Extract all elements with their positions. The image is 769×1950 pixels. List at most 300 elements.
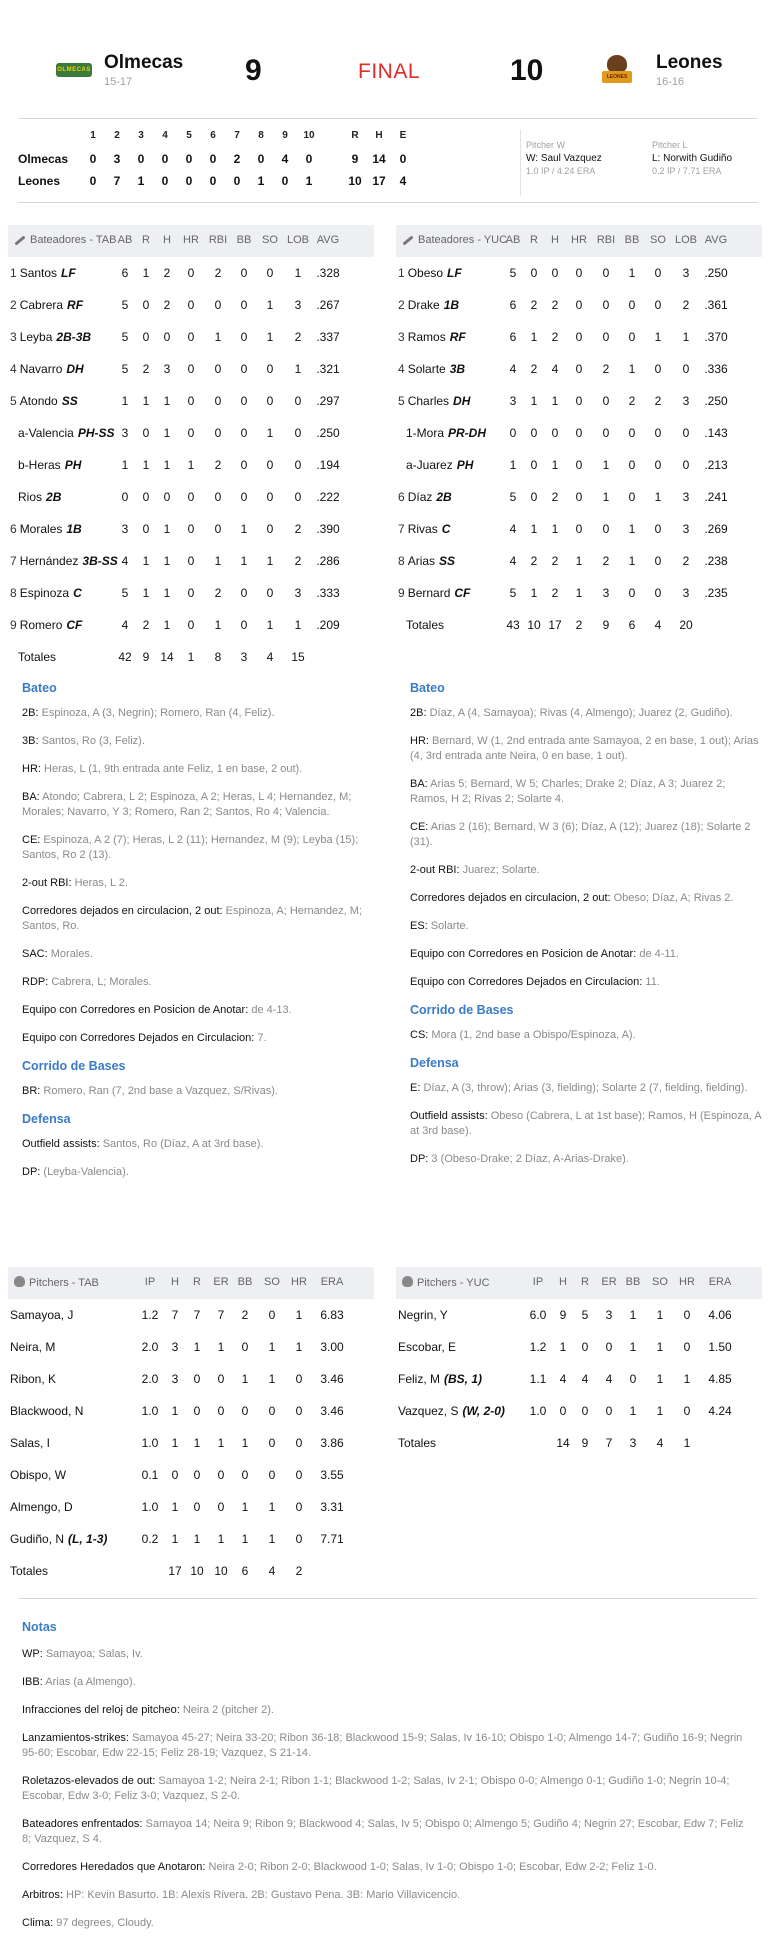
column-header-ab[interactable]: AB <box>505 234 521 246</box>
batter-stat-ab: 5 <box>121 330 129 344</box>
column-header-so[interactable]: SO <box>262 234 278 246</box>
linescore-away-row <box>18 152 758 170</box>
batter-name-cell <box>406 426 486 440</box>
column-header-era[interactable]: ERA <box>708 1276 732 1288</box>
note-label: Bateadores enfrentados: <box>22 1818 143 1830</box>
batter-stat-bb: 0 <box>240 618 248 632</box>
note-line <box>22 1916 752 1931</box>
pitcher-name-cell <box>10 1532 107 1546</box>
batter-stat-rbi: 1 <box>602 490 610 504</box>
batter-stat-avg: .336 <box>704 362 728 376</box>
batter-name-link[interactable]: Díaz <box>407 490 433 504</box>
batter-row <box>8 481 374 513</box>
pitcher-stat-ip: 2.0 <box>141 1372 159 1386</box>
column-header-h[interactable]: H <box>551 234 559 246</box>
batter-stat-r: 1 <box>530 330 538 344</box>
bat-icon <box>402 235 413 245</box>
column-header-avg[interactable]: AVG <box>704 234 728 246</box>
batter-position: SS <box>61 394 78 408</box>
batter-name-link[interactable]: Espinoza <box>19 586 70 600</box>
batter-stat-so: 1 <box>654 330 662 344</box>
section-bateo-title: Bateo <box>410 681 445 695</box>
note-value: 97 degrees, Cloudy. <box>53 1917 154 1929</box>
batter-name-link[interactable]: Morales <box>19 522 63 536</box>
column-header-r[interactable]: R <box>142 234 150 246</box>
pitcher-stat-r: 1 <box>193 1436 201 1450</box>
column-header-ip[interactable]: IP <box>144 1276 156 1288</box>
batter-name-cell <box>18 490 61 504</box>
pitcher-name-link[interactable]: Escobar, E <box>398 1340 457 1354</box>
linescore-team-name[interactable]: Olmecas <box>18 152 69 166</box>
pitcher-stat-so: 0 <box>268 1308 276 1322</box>
batting-total-rbi: 9 <box>602 618 610 632</box>
column-header-er[interactable]: ER <box>213 1276 229 1288</box>
batter-stat-lob: 0 <box>294 394 302 408</box>
batting-order: 7 <box>398 522 405 536</box>
note-label: Clima: <box>22 1917 54 1929</box>
column-header-era[interactable]: ERA <box>320 1276 344 1288</box>
column-header-hr[interactable]: HR <box>183 234 199 246</box>
note-line <box>22 1031 377 1046</box>
pitcher-row <box>8 1363 374 1395</box>
batter-stat-rbi: 0 <box>602 426 610 440</box>
pitcher-name-cell <box>398 1372 482 1386</box>
column-header-hr[interactable]: HR <box>291 1276 307 1288</box>
batter-name-cell <box>10 554 118 568</box>
note-line <box>22 1888 752 1903</box>
batter-stat-rbi: 2 <box>602 554 610 568</box>
batter-row <box>8 513 374 545</box>
note-value: Obeso; Díaz, A; Rivas 2. <box>610 892 734 904</box>
batter-name-link[interactable]: Rivas <box>407 522 438 536</box>
winning-pitcher[interactable] <box>526 140 602 176</box>
pitcher-stat-bb: 1 <box>629 1308 637 1322</box>
home-team-record: 16-16 <box>656 76 685 88</box>
column-header-so[interactable]: SO <box>650 234 666 246</box>
batter-row <box>396 417 762 449</box>
column-header-r[interactable]: R <box>530 234 538 246</box>
pitcher-stat-so: 1 <box>656 1372 664 1386</box>
note-line <box>22 1165 377 1180</box>
batter-stat-r: 0 <box>530 458 538 472</box>
linescore-home-row <box>18 174 758 192</box>
pitcher-stat-hr: 1 <box>683 1372 691 1386</box>
batter-stat-r: 0 <box>142 490 150 504</box>
batter-name-link[interactable]: a-Juarez <box>406 458 453 472</box>
column-header-hr[interactable]: HR <box>679 1276 695 1288</box>
note-label: 2-out RBI: <box>22 877 72 889</box>
batter-stat-rbi: 2 <box>214 458 222 472</box>
game-header <box>0 0 769 118</box>
pitching-title-text: Pitchers - YUC <box>417 1277 490 1289</box>
pitcher-stat-bb: 1 <box>241 1500 249 1514</box>
batter-stat-bb: 1 <box>628 266 636 280</box>
section-bateo <box>410 681 765 990</box>
batter-position: RF <box>67 298 84 312</box>
pitcher-stat-so: 1 <box>268 1340 276 1354</box>
batter-position: 3B <box>449 362 466 376</box>
column-header-bb[interactable]: BB <box>236 234 252 246</box>
batter-stat-avg: .286 <box>316 554 340 568</box>
batter-stat-so: 1 <box>654 490 662 504</box>
losing-pitcher[interactable] <box>652 140 732 176</box>
batter-stat-so: 0 <box>266 522 274 536</box>
inning-runs: 0 <box>209 174 217 188</box>
pitcher-stat-era: 4.06 <box>708 1308 732 1322</box>
column-header-h[interactable]: H <box>163 234 171 246</box>
batter-row <box>8 353 374 385</box>
linescore-team-name[interactable]: Leones <box>18 174 61 188</box>
batter-stat-bb: 1 <box>240 554 248 568</box>
batting-total-r: 9 <box>142 650 150 664</box>
batter-position: CF <box>66 618 83 632</box>
pitching-total-bb: 6 <box>241 1564 249 1578</box>
batter-stat-ab: 1 <box>121 458 129 472</box>
batter-stat-rbi: 0 <box>602 330 610 344</box>
pitching-table-header <box>8 1267 374 1299</box>
batter-stat-so: 0 <box>266 266 274 280</box>
batter-stat-rbi: 0 <box>602 266 610 280</box>
batter-stat-h: 1 <box>551 522 559 536</box>
pitcher-name-link[interactable]: Neira, M <box>10 1340 56 1354</box>
totals-label: Totales <box>18 650 57 664</box>
note-value: Díaz, A (3, throw); Arias (3, fielding); Solarte 2 (7, fielding, fielding). <box>420 1082 748 1094</box>
note-value: Díaz, A (4, Samayoa); Rivas (4, Almengo); Juarez (2, Gudiño). <box>426 707 733 719</box>
batter-stat-bb: 0 <box>628 426 636 440</box>
note-value: 11. <box>642 976 660 988</box>
batter-name-link[interactable]: Romero <box>19 618 63 632</box>
batting-order: 9 <box>398 586 405 600</box>
batter-stat-hr: 0 <box>575 298 583 312</box>
pitcher-stat-ip: 1.0 <box>141 1500 159 1514</box>
pitcher-stat-h: 1 <box>171 1500 179 1514</box>
column-header-so[interactable]: SO <box>264 1276 280 1288</box>
pitcher-stat-er: 0 <box>605 1404 613 1418</box>
pitcher-stat-h: 1 <box>171 1436 179 1450</box>
note-value: Heras, L 2. <box>71 877 128 889</box>
batter-stat-hr: 0 <box>575 330 583 344</box>
batter-stat-hr: 0 <box>575 522 583 536</box>
pitcher-name-link[interactable]: Gudiño, N <box>10 1532 65 1546</box>
note-value: Samayoa; Salas, Iv. <box>42 1648 143 1660</box>
batter-stat-bb: 0 <box>628 330 636 344</box>
pitcher-row <box>396 1331 762 1363</box>
column-header-so[interactable]: SO <box>652 1276 668 1288</box>
pitching-totals-row <box>8 1555 374 1587</box>
pitcher-name-cell <box>10 1372 56 1386</box>
batting-table-away <box>8 225 374 673</box>
note-label: DP: <box>22 1166 41 1178</box>
note-label: Arbitros: <box>22 1889 63 1901</box>
batter-stat-so: 0 <box>266 490 274 504</box>
batter-name-link[interactable]: Bernard <box>407 586 451 600</box>
divider <box>18 1598 758 1599</box>
batting-total-lob: 15 <box>291 650 305 664</box>
pitching-totals-row <box>396 1427 762 1459</box>
batter-name-link[interactable]: Rios <box>18 490 43 504</box>
batter-stat-ab: 5 <box>509 490 517 504</box>
batter-stat-rbi: 2 <box>214 586 222 600</box>
pitcher-name-cell <box>398 1340 456 1354</box>
pitcher-stat-hr: 0 <box>295 1404 303 1418</box>
batter-stat-lob: 0 <box>682 362 690 376</box>
batter-stat-lob: 2 <box>294 554 302 568</box>
batter-stat-rbi: 0 <box>214 298 222 312</box>
batter-stat-so: 0 <box>654 298 662 312</box>
batter-stat-avg: .297 <box>316 394 340 408</box>
column-header-lob[interactable]: LOB <box>286 234 309 246</box>
pitcher-stat-r: 0 <box>581 1404 589 1418</box>
batter-stat-rbi: 2 <box>602 362 610 376</box>
team-total: 4 <box>399 174 407 188</box>
inning-runs: 0 <box>89 174 97 188</box>
pitcher-row <box>8 1523 374 1555</box>
pitcher-stat-h: 0 <box>171 1468 179 1482</box>
batter-name-link[interactable]: b-Heras <box>18 458 61 472</box>
batter-position: C <box>73 586 82 600</box>
batter-stat-avg: .250 <box>316 426 340 440</box>
pitching-table-header <box>396 1267 762 1299</box>
batter-name-cell <box>18 458 81 472</box>
batter-stat-avg: .238 <box>704 554 728 568</box>
column-header-rbi[interactable]: RBI <box>208 234 228 246</box>
batter-name-link[interactable]: a-Valencia <box>18 426 74 440</box>
batter-stat-bb: 0 <box>240 394 248 408</box>
pitcher-stat-hr: 0 <box>295 1372 303 1386</box>
inning-runs: 0 <box>185 174 193 188</box>
note-label: HR: <box>22 763 41 775</box>
batter-row <box>396 577 762 609</box>
pitcher-name-link[interactable]: Feliz, M <box>398 1372 440 1386</box>
away-team[interactable] <box>56 52 183 88</box>
inning-header: 8 <box>258 130 264 141</box>
note-line <box>22 876 377 891</box>
batter-row <box>396 449 762 481</box>
batter-name-link[interactable]: Santos <box>19 266 58 280</box>
batter-name-link[interactable]: 1-Mora <box>406 426 445 440</box>
note-label: Corredores Heredados que Anotaron: <box>22 1861 206 1873</box>
column-header-avg[interactable]: AVG <box>316 234 340 246</box>
batter-name-cell <box>10 394 78 408</box>
batter-name-cell <box>398 362 465 376</box>
batter-stat-avg: .328 <box>316 266 340 280</box>
note-line <box>410 1028 765 1043</box>
note-line <box>22 1731 752 1761</box>
pitcher-stat-bb: 2 <box>241 1308 249 1322</box>
batting-order: 5 <box>398 394 405 408</box>
batter-name-cell <box>398 298 459 312</box>
pitcher-stat-so: 0 <box>268 1404 276 1418</box>
batter-stat-r: 0 <box>530 266 538 280</box>
pitcher-name-link[interactable]: Negrin, Y <box>398 1308 448 1322</box>
batter-stat-so: 1 <box>266 330 274 344</box>
column-header-lob[interactable]: LOB <box>674 234 697 246</box>
batter-stat-rbi: 0 <box>214 426 222 440</box>
batter-stat-bb: 1 <box>628 554 636 568</box>
note-value: Espinoza, A; Hernandez, M; Santos, Ro. <box>22 905 362 932</box>
team-total: 9 <box>351 152 359 166</box>
note-value: Heras, L (1, 9th entrada ante Feliz, 1 en base, 2 out). <box>40 763 303 775</box>
pitcher-stat-r: 1 <box>193 1532 201 1546</box>
pitcher-name-link[interactable]: Salas, I <box>10 1436 51 1450</box>
pitcher-stat-er: 0 <box>217 1372 225 1386</box>
batter-name-cell <box>18 426 115 440</box>
pitcher-stat-r: 0 <box>581 1340 589 1354</box>
pitcher-name-link[interactable]: Blackwood, N <box>10 1404 84 1418</box>
batter-stat-so: 0 <box>654 458 662 472</box>
batting-order: 1 <box>398 266 405 280</box>
batter-stat-rbi: 0 <box>214 522 222 536</box>
batter-stat-so: 0 <box>654 362 662 376</box>
batter-name-link[interactable]: Navarro <box>19 362 63 376</box>
pitcher-row <box>8 1299 374 1331</box>
pitcher-stat-era: 3.00 <box>320 1340 344 1354</box>
pitcher-stat-hr: 0 <box>295 1436 303 1450</box>
pitcher-stat-hr: 0 <box>683 1340 691 1354</box>
pitcher-stat-ip: 1.0 <box>529 1404 547 1418</box>
batter-name-link[interactable]: Hernández <box>19 554 79 568</box>
pitcher-stat-ip: 1.0 <box>141 1404 159 1418</box>
pitcher-name-link[interactable]: Ribon, K <box>10 1372 57 1386</box>
batter-stat-avg: .333 <box>316 586 340 600</box>
section-bateo <box>22 681 377 1046</box>
column-header-hr[interactable]: HR <box>571 234 587 246</box>
pitcher-name-cell <box>10 1436 50 1450</box>
column-header-ab[interactable]: AB <box>117 234 133 246</box>
batter-row <box>8 385 374 417</box>
column-header-bb[interactable]: BB <box>625 1276 641 1288</box>
batter-stat-lob: 3 <box>294 586 302 600</box>
batting-order: 2 <box>10 298 17 312</box>
pitcher-row <box>396 1363 762 1395</box>
batter-stat-bb: 0 <box>628 586 636 600</box>
note-value: Samayoa 14; Neira 9; Ribon 9; Blackwood 4; Salas, Iv 5; Obispo 0; Almengo 5; Gudiño 4; Negrin 27; Escobar, Edw 7; Feliz 8; Vazquez, S 4. <box>22 1818 744 1845</box>
batter-row <box>396 257 762 289</box>
batter-name-link[interactable]: Cabrera <box>19 298 64 312</box>
batter-stat-lob: 1 <box>682 330 690 344</box>
inning-runs: 0 <box>161 152 169 166</box>
note-line <box>22 833 377 863</box>
batter-stat-so: 1 <box>266 298 274 312</box>
batter-stat-lob: 0 <box>682 458 690 472</box>
column-header-bb[interactable]: BB <box>624 234 640 246</box>
batter-stat-r: 2 <box>530 362 538 376</box>
batter-name-link[interactable]: Drake <box>407 298 440 312</box>
note-value: Cabrera, L; Morales. <box>48 976 152 988</box>
batter-stat-lob: 0 <box>294 490 302 504</box>
pitcher-stat-ip: 1.2 <box>529 1340 547 1354</box>
batter-name-cell <box>398 266 462 280</box>
column-header-bb[interactable]: BB <box>237 1276 253 1288</box>
batter-stat-hr: 0 <box>187 490 195 504</box>
batter-stat-bb: 0 <box>240 426 248 440</box>
batter-stat-r: 1 <box>530 394 538 408</box>
batter-name-link[interactable]: Charles <box>407 394 450 408</box>
pitcher-row <box>8 1459 374 1491</box>
batter-name-link[interactable]: Ramos <box>407 330 446 344</box>
column-header-ip[interactable]: IP <box>532 1276 544 1288</box>
note-line <box>410 863 765 878</box>
leones-logo-icon: LEONES <box>600 53 634 87</box>
batter-stat-hr: 1 <box>187 458 195 472</box>
note-label: Corredores dejados en circulacion, 2 out: <box>410 892 611 904</box>
note-value: Arias 5; Bernard, W 5; Charles; Drake 2; Díaz, A 3; Juarez 2; Ramos, H 2; Rivas 2; Solarte 4. <box>410 778 726 805</box>
batting-order: 9 <box>10 618 17 632</box>
batter-stat-lob: 2 <box>682 298 690 312</box>
pitcher-name-link[interactable]: Obispo, W <box>10 1468 67 1482</box>
pitcher-stat-er: 1 <box>217 1532 225 1546</box>
column-header-r[interactable]: R <box>193 1276 201 1288</box>
column-header-r[interactable]: R <box>581 1276 589 1288</box>
inning-header: 1 <box>90 130 96 141</box>
column-header-er[interactable]: ER <box>601 1276 617 1288</box>
batter-name-cell <box>10 330 91 344</box>
batter-stat-rbi: 2 <box>214 266 222 280</box>
note-label: Roletazos-elevados de out: <box>22 1775 156 1787</box>
note-value: de 4-11. <box>636 948 679 960</box>
batter-stat-avg: .370 <box>704 330 728 344</box>
pitcher-stat-er: 0 <box>217 1500 225 1514</box>
batter-position: RF <box>449 330 466 344</box>
batter-name-link[interactable]: Obeso <box>407 266 444 280</box>
batter-name-link[interactable]: Leyba <box>19 330 53 344</box>
batter-name-link[interactable]: Atondo <box>19 394 58 408</box>
pitching-total-er: 7 <box>605 1436 613 1450</box>
losing-pitcher-name: L: Norwith Gudiño <box>652 153 733 164</box>
batter-stat-ab: 6 <box>509 298 517 312</box>
inning-header: 3 <box>138 130 144 141</box>
batter-name-cell <box>10 586 82 600</box>
pitcher-name-link[interactable]: Samayoa, J <box>10 1308 74 1322</box>
column-header-h[interactable]: H <box>171 1276 179 1288</box>
batter-stat-ab: 0 <box>509 426 517 440</box>
note-label: 2B: <box>410 707 427 719</box>
batter-stat-avg: .361 <box>704 298 728 312</box>
batter-stat-rbi: 1 <box>214 330 222 344</box>
batting-order: 6 <box>10 522 17 536</box>
team-total: 17 <box>372 174 386 188</box>
batter-stat-rbi: 0 <box>214 362 222 376</box>
batter-stat-ab: 3 <box>121 522 129 536</box>
batter-stat-bb: 0 <box>240 490 248 504</box>
batter-position: PH-SS <box>77 426 115 440</box>
batter-name-cell <box>10 362 84 376</box>
batter-stat-hr: 0 <box>187 618 195 632</box>
batter-stat-r: 1 <box>142 586 150 600</box>
pitcher-stat-era: 3.55 <box>320 1468 344 1482</box>
batter-stat-h: 1 <box>163 458 171 472</box>
home-team[interactable] <box>600 52 723 88</box>
note-label: CS: <box>410 1029 429 1041</box>
column-header-rbi[interactable]: RBI <box>596 234 616 246</box>
pitcher-name-link[interactable]: Vazquez, S <box>398 1404 459 1418</box>
batter-stat-h: 0 <box>163 330 171 344</box>
batter-name-link[interactable]: Solarte <box>407 362 446 376</box>
pitcher-stat-bb: 1 <box>629 1340 637 1354</box>
batter-row <box>8 289 374 321</box>
pitcher-stat-hr: 1 <box>295 1340 303 1354</box>
batter-name-link[interactable]: Arias <box>407 554 436 568</box>
pitcher-name-link[interactable]: Almengo, D <box>10 1500 73 1514</box>
note-line <box>22 1675 752 1690</box>
batter-row <box>396 513 762 545</box>
batter-position: LF <box>61 266 76 280</box>
batter-stat-bb: 0 <box>240 458 248 472</box>
column-header-h[interactable]: H <box>559 1276 567 1288</box>
pitcher-stat-so: 1 <box>268 1372 276 1386</box>
note-value: Santos, Ro (Díaz, A at 3rd base). <box>99 1138 264 1150</box>
batter-stat-ab: 4 <box>509 554 517 568</box>
